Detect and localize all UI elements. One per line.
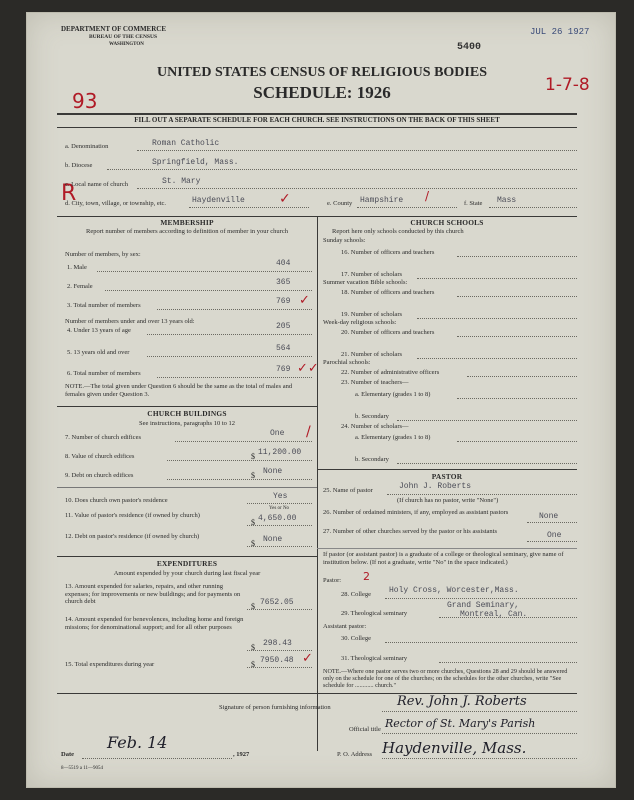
date-stamp: JUL 26 1927 <box>530 27 590 37</box>
print-code: 8—5519 a 11—9054 <box>61 766 104 771</box>
dollar-sign: $ <box>251 452 255 461</box>
mark-left: 93 <box>72 89 98 113</box>
dollar-sign: $ <box>251 602 255 611</box>
form-title: UNITED STATES CENSUS OF RELIGIOUS BODIES <box>156 65 487 80</box>
parochial-label: Parochial schools: <box>323 359 371 366</box>
city-value: Haydenville <box>192 196 245 205</box>
q23b-label: b. Secondary <box>355 413 389 420</box>
q20-label: 20. Number of officers and teachers <box>341 329 435 336</box>
census-form <box>26 12 616 788</box>
summer-label: Summer vacation Bible schools: <box>323 279 408 286</box>
county-label: e. County <box>327 200 353 207</box>
q7-label: 7. Number of church edifices <box>65 434 141 441</box>
by-sex-label: Number of members, by sex: <box>65 251 141 258</box>
state-label: f. State <box>464 200 483 207</box>
q23a-label: a. Elementary (grades 1 to 8) <box>355 391 431 398</box>
q15-value: 7950.48 <box>260 656 294 665</box>
q11-value: 4,650.00 <box>258 514 297 523</box>
dollar-sign: $ <box>251 660 255 669</box>
po-label: P. O. Address <box>337 751 373 758</box>
mark-r: R <box>61 181 77 206</box>
q6-value: 769 <box>276 365 291 374</box>
q4-label: 4. Under 13 years of age <box>67 327 131 334</box>
q21-label: 21. Number of scholars <box>341 351 403 358</box>
state-value: Mass <box>497 196 517 205</box>
check-mark: ✓ <box>302 651 313 666</box>
expenditures-sub: Amount expended by your church during last fiscal year <box>113 570 261 577</box>
q25-label: 25. Name of pastor <box>323 487 373 494</box>
q31-label: 31. Theological seminary <box>341 655 408 662</box>
q6-label: 6. Total number of members <box>67 370 141 377</box>
dollar-sign: $ <box>251 518 255 527</box>
check-mark: / <box>425 189 430 203</box>
q8-value: 11,200.00 <box>258 448 302 457</box>
q24a-label: a. Elementary (grades 1 to 8) <box>355 434 431 441</box>
q15-label: 15. Total expenditures during year <box>65 661 155 668</box>
q8-label: 8. Value of church edifices <box>65 453 135 460</box>
q29-value-a: Grand Seminary, <box>447 601 520 610</box>
q5-label: 5. 13 years old and over <box>67 349 130 356</box>
q18-label: 18. Number of officers and teachers <box>341 289 435 296</box>
dept-label: DEPARTMENT OF COMMERCE <box>61 25 167 33</box>
schedule-title: SCHEDULE: 1926 <box>253 83 391 102</box>
form-number: 5400 <box>457 42 482 53</box>
q27-value: One <box>547 531 562 540</box>
q12-label: 12. Debt on pastor's residence (if owned by church) <box>65 533 200 540</box>
signature-value: Rev. John J. Roberts <box>397 694 527 709</box>
q29-value-b: Montreal, Can. <box>460 610 528 619</box>
official-title-label: Official title <box>349 726 381 733</box>
sunday-label: Sunday schools: <box>323 237 366 244</box>
q11-label: 11. Value of pastor's residence (if owned by church) <box>65 512 200 519</box>
check-mark: ✓ <box>299 293 310 308</box>
church-name-value: St. Mary <box>162 177 201 186</box>
check-mark: ✓✓ <box>297 361 319 376</box>
q27-label: 27. Number of other churches served by the pastor or his assistants <box>323 528 498 535</box>
assistant-label: Assistant pastor: <box>323 623 367 630</box>
q7-value: One <box>270 429 285 438</box>
pastor-label: Pastor: <box>323 577 342 584</box>
q30-label: 30. College <box>341 635 371 642</box>
check-mark: / <box>306 424 311 440</box>
q1-value: 404 <box>276 259 291 268</box>
q4-value: 205 <box>276 322 291 331</box>
graduate-note: If pastor (or assistant pastor) is a graduate of a college or theological seminary, give name of institution below. (If not a graduate, write "No" in the space indicated.) <box>323 551 564 566</box>
buildings-title: CHURCH BUILDINGS <box>147 409 227 418</box>
mark-right: 1-7-8 <box>545 75 590 95</box>
age-head: Number of members under and over 13 years old: <box>65 318 195 325</box>
q22-label: 22. Number of administrative officers <box>341 369 440 376</box>
denomination-value: Roman Catholic <box>152 139 220 148</box>
q28-label: 28. College <box>341 591 371 598</box>
q25-value: John J. Roberts <box>399 482 472 491</box>
dollar-sign: $ <box>251 539 255 548</box>
check-mark: ✓ <box>279 191 291 207</box>
pastor-note: NOTE.—Where one pastor serves two or more churches, Questions 28 and 29 should be answered only on the schedule for one of the churches; on the schedules for the other churches, write "See schedule for ............ church." <box>323 668 568 690</box>
q2-value: 365 <box>276 278 291 287</box>
po-value: Haydenville, Mass. <box>382 739 527 757</box>
church-name-label: c. Local name of church <box>65 181 128 188</box>
q19-label: 19. Number of scholars <box>341 311 403 318</box>
q3-value: 769 <box>276 297 291 306</box>
membership-note: NOTE.—The total given under Question 6 should be the same as the total of males and females given under Question 3. <box>65 383 293 398</box>
pastor-title: PASTOR <box>431 472 463 481</box>
dollar-sign: $ <box>251 471 255 480</box>
date-label: Date <box>61 751 74 758</box>
denomination-label: a. Denomination <box>65 143 109 150</box>
q25-note: (If church has no pastor, write "None") <box>397 497 499 504</box>
bureau-label: BUREAU OF THE CENSUS <box>89 34 158 40</box>
schools-title: CHURCH SCHOOLS <box>410 218 484 227</box>
q24b-label: b. Secondary <box>355 456 389 463</box>
q26-value: None <box>539 512 559 521</box>
q23-label: 23. Number of teachers— <box>341 379 409 386</box>
mark-2: 2 <box>363 570 370 583</box>
q10-label: 10. Does church own pastor's residence <box>65 497 168 504</box>
weekday-label: Week-day religious schools: <box>323 319 397 326</box>
q13-label: 13. Amount expended for salaries, repairs, and other running expenses; for improvements or new buildings; and for payments on church debt <box>65 583 241 606</box>
buildings-sub: See instructions, paragraphs 10 to 12 <box>138 420 236 427</box>
q14-value: 298.43 <box>263 639 292 648</box>
instruction-line: FILL OUT A SEPARATE SCHEDULE FOR EACH CHURCH. SEE INSTRUCTIONS ON THE BACK OF THIS SHEET <box>134 116 500 124</box>
signature-label: Signature of person furnishing information <box>219 704 331 711</box>
q1-label: 1. Male <box>67 264 87 271</box>
diocese-label: b. Diocese <box>65 162 93 169</box>
official-title-value: Rector of St. Mary's Parish <box>385 717 536 730</box>
q9-value: None <box>263 467 283 476</box>
q16-label: 16. Number of officers and teachers <box>341 249 435 256</box>
q26-label: 26. Number of ordained ministers, if any, employed as assistant pastors <box>323 509 509 516</box>
expenditures-title: EXPENDITURES <box>156 559 218 568</box>
diocese-value: Springfield, Mass. <box>152 158 239 167</box>
date-value: Feb. 14 <box>107 733 168 752</box>
q13-value: 7652.05 <box>260 598 294 607</box>
schools-sub: Report here only schools conducted by this church <box>332 228 464 235</box>
county-value: Hampshire <box>360 196 404 205</box>
membership-title: MEMBERSHIP <box>160 218 214 227</box>
q14-label: 14. Amount expended for benevolences, including home and foreign missions; for denominational support; and for all other purposes <box>65 616 244 631</box>
dollar-sign: $ <box>251 643 255 652</box>
q3-label: 3. Total number of members <box>67 302 141 309</box>
city-label: WASHINGTON <box>109 42 144 47</box>
q2-label: 2. Female <box>67 283 93 290</box>
q9-label: 9. Debt on church edifices <box>65 472 134 479</box>
membership-intro: Report number of members according to definition of member in your church <box>86 228 288 235</box>
date-year: , 1927 <box>233 751 250 758</box>
q10-value: Yes <box>273 492 288 501</box>
q17-label: 17. Number of scholars <box>341 271 403 278</box>
yes-no-note: Yes or No <box>269 506 290 511</box>
q24-label: 24. Number of scholars— <box>341 423 409 430</box>
q29-label: 29. Theological seminary <box>341 610 408 617</box>
q28-value: Holy Cross, Worcester,Mass. <box>389 586 519 595</box>
q5-value: 564 <box>276 344 291 353</box>
city-label-d: d. City, town, village, or township, etc. <box>65 200 167 207</box>
q12-value: None <box>263 535 283 544</box>
